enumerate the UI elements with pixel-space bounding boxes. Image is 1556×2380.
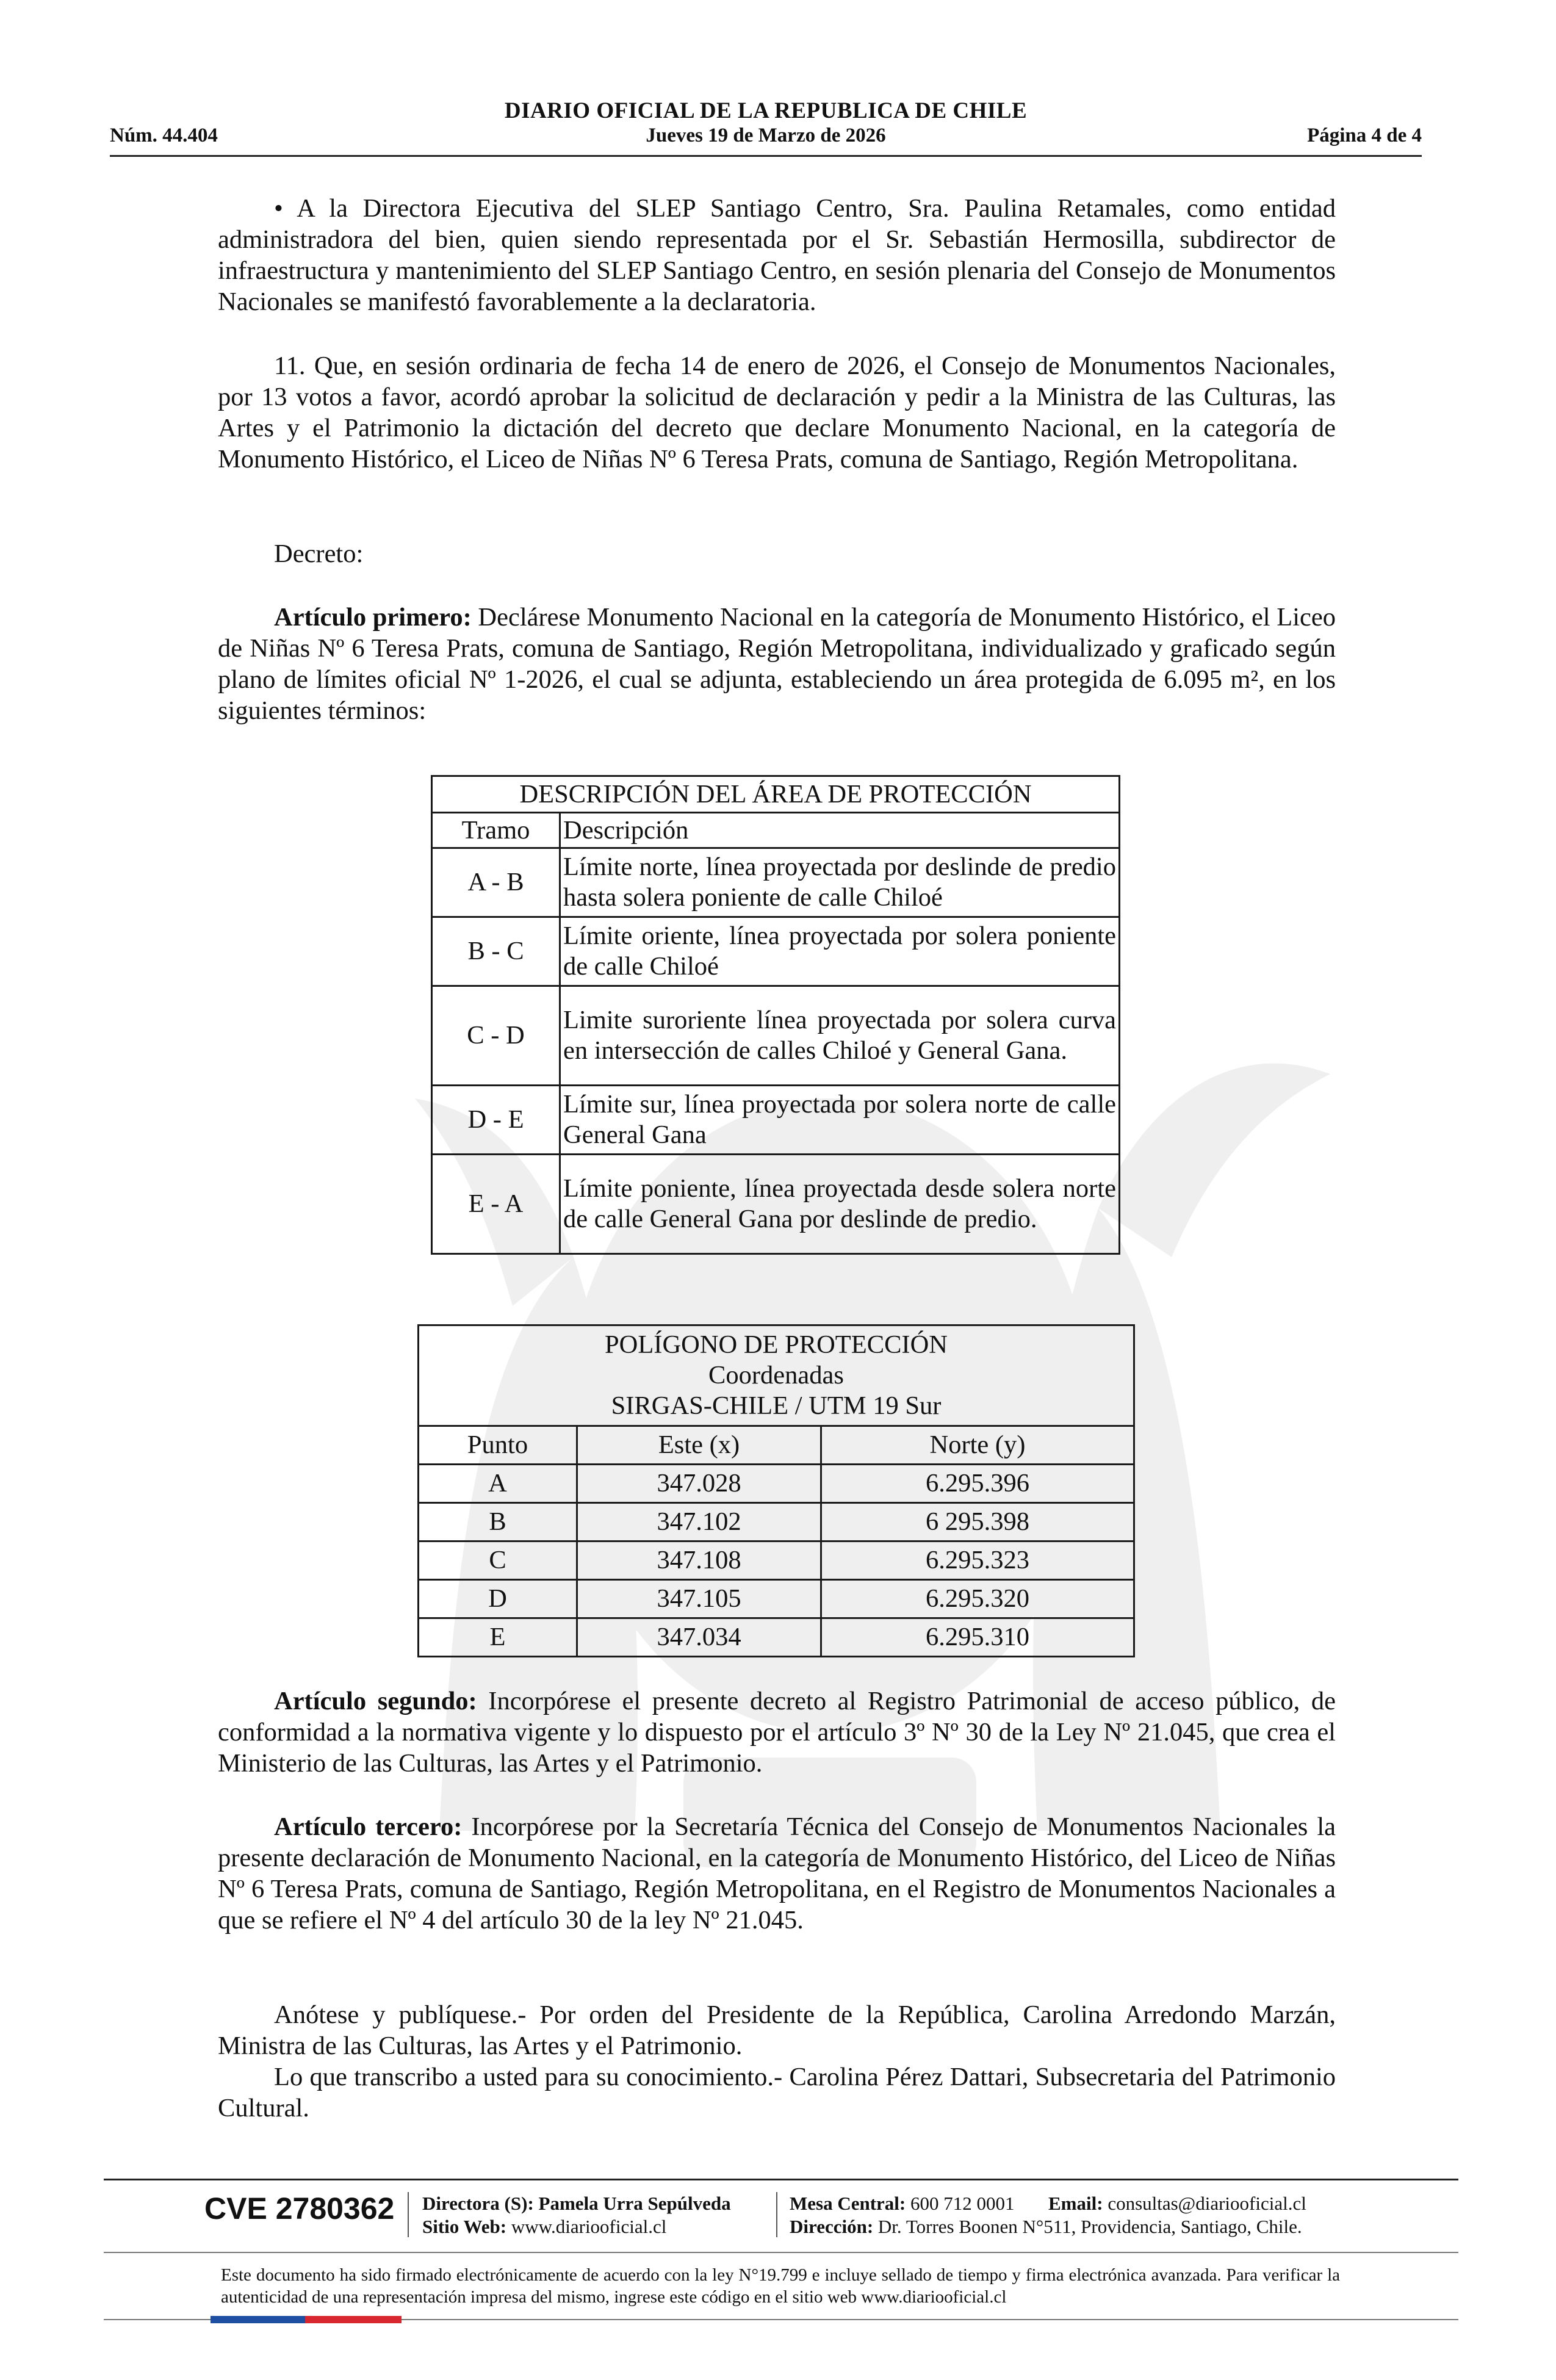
footer-contact-block (790, 2192, 1306, 2238)
bullet-paragraph: • A la Directora Ejecutiva del SLEP Santiago Centro, Sra. Paulina Retamales, como entidad administradora del bien, quien siendo representada por el Sr. Sebastián Hermosilla, subdirector de infraestructura y mantenimiento del SLEP Santiago Centro, en sesión plenaria del Consejo de Monumentos Nacionales se manifestó favorablemente a la declaratoria. (218, 194, 1336, 316)
issue-date: Jueves 19 de Marzo de 2026 (646, 124, 886, 146)
table1-title: DESCRIPCIÓN DEL ÁREA DE PROTECCIÓN (432, 776, 1120, 813)
gazette-title: DIARIO OFICIAL DE LA REPUBLICA DE CHILE (504, 98, 1028, 123)
table-row (419, 1465, 1134, 1503)
page-indicator: Página 4 de 4 (1307, 124, 1422, 146)
closing (218, 1999, 1336, 2124)
punto-cell: C (419, 1542, 577, 1580)
table-row (419, 1618, 1134, 1657)
table2-title-cell (419, 1325, 1134, 1426)
direccion-label: Dirección: (790, 2216, 874, 2237)
descripcion-cell: Limite suroriente línea proyectada por solera curva en intersección de calles Chiloé y General Gana. (560, 986, 1120, 1086)
norte-cell: 6.295.323 (821, 1542, 1134, 1580)
table-row (432, 848, 1120, 917)
table-row (432, 1155, 1120, 1254)
email-link[interactable]: consultas@diariooficial.cl (1103, 2193, 1306, 2214)
footer-divider (776, 2192, 777, 2237)
web-label: Sitio Web: (422, 2216, 507, 2237)
table1-header-tramo: Tramo (432, 813, 560, 848)
art3-text: Incorpórese por la Secretaría Técnica del Consejo de Monumentos Nacionales la presente declaración de Monumento Nacional, en la categoría de Monumento Histórico, del Liceo de Niñas Nº 6 Teresa Prats, comuna de Santiago, Región Metropolitana, en el Registro de Monumentos Nacionales a que se refiere el Nº 4 del artículo 30 de la ley Nº 21.045. (218, 1812, 1336, 1935)
table2-title: POLÍGONO DE PROTECCIÓN (605, 1330, 948, 1359)
footer-divider (408, 2192, 409, 2237)
tramo-cell: B - C (432, 917, 560, 986)
table-row (432, 917, 1120, 986)
table2-header-norte: Norte (y) (821, 1426, 1134, 1465)
table1-header-descripcion: Descripción (560, 813, 1120, 848)
director-label: Directora (S): Pamela Urra Sepúlveda (422, 2193, 731, 2214)
cve-code: CVE 2780362 (204, 2191, 395, 2226)
closing-order: Anótese y publíquese.- Por orden del Presidente de la República, Carolina Arredondo Marzán, Ministra de las Culturas, las Artes y el Patrimonio. (218, 2000, 1336, 2060)
punto-cell: E (419, 1618, 577, 1657)
footer-separator (104, 2252, 1458, 2253)
articulo-primero (218, 602, 1336, 726)
paragraph-bullet (218, 193, 1336, 317)
descripcion-cell: Límite norte, línea proyectada por deslinde de predio hasta solera poniente de calle Chiloé (560, 848, 1120, 917)
tramo-cell: C - D (432, 986, 560, 1086)
decreto-label: Decreto: (274, 539, 364, 568)
descripcion-cell: Límite sur, línea proyectada por solera norte de calle General Gana (560, 1086, 1120, 1155)
tramo-cell: E - A (432, 1155, 560, 1254)
este-cell: 347.034 (577, 1618, 821, 1657)
art1-label: Artículo primero: (274, 603, 472, 632)
descripcion-cell: Límite oriente, línea proyectada por solera poniente de calle Chiloé (560, 917, 1120, 986)
web-link[interactable]: www.diariooficial.cl (506, 2216, 667, 2237)
email-label: Email: (1048, 2193, 1103, 2214)
flag-stripe-red (305, 2316, 402, 2323)
este-cell: 347.028 (577, 1465, 821, 1503)
protection-area-table (431, 775, 1120, 1255)
table-row (419, 1503, 1134, 1542)
protection-polygon-table (417, 1324, 1135, 1657)
table2-header-este: Este (x) (577, 1426, 821, 1465)
footer-director-block (422, 2192, 731, 2238)
punto-cell: B (419, 1503, 577, 1542)
norte-cell: 6.295.320 (821, 1580, 1134, 1618)
table-row (432, 986, 1120, 1086)
art2-label: Artículo segundo: (274, 1687, 477, 1715)
footer-rule (104, 2179, 1458, 2180)
este-cell: 347.108 (577, 1542, 821, 1580)
tramo-cell: D - E (432, 1086, 560, 1155)
tramo-cell: A - B (432, 848, 560, 917)
page-header (110, 92, 1422, 159)
este-cell: 347.105 (577, 1580, 821, 1618)
art1-text: Declárese Monumento Nacional en la categoría de Monumento Histórico, el Liceo de Niñas Nº 6 Teresa Prats, comuna de Santiago, Región Metropolitana, individualizado y graficado según plano de límites oficial Nº 1-2026, el cual se adjunta, estableciendo un área protegida de 6.095 m², en los siguientes términos: (218, 603, 1336, 725)
mesa-phone: 600 712 0001 (906, 2193, 1015, 2214)
table2-subtitle: Coordenadas (708, 1361, 844, 1390)
descripcion-cell: Límite poniente, línea proyectada desde solera norte de calle General Gana por deslinde de predio. (560, 1155, 1120, 1254)
mesa-label: Mesa Central: (790, 2193, 906, 2214)
art2-text: Incorpórese el presente decreto al Registro Patrimonial de acceso público, de conformidad a la normativa vigente y lo dispuesto por el artículo 3º Nº 30 de la Ley Nº 21.045, que crea el Ministerio de las Culturas, las Artes y el Patrimonio. (218, 1687, 1336, 1778)
table2-datum: SIRGAS-CHILE / UTM 19 Sur (611, 1391, 942, 1420)
table-row (419, 1542, 1134, 1580)
header-rule (110, 155, 1422, 157)
flag-stripe-blue (211, 2316, 305, 2323)
punto-cell: D (419, 1580, 577, 1618)
articulo-segundo (218, 1686, 1336, 1779)
table-row (432, 1086, 1120, 1155)
signature-note: Este documento ha sido firmado electrónicamente de acuerdo con la ley N°19.799 e incluye sellado de tiempo y firma electrónica avanzada. Para verificar la autenticidad de una representación impresa del mismo, ingrese este código en el sitio web www.diariooficial.cl (221, 2265, 1340, 2307)
art3-label: Artículo tercero: (274, 1812, 463, 1841)
table-row (419, 1580, 1134, 1618)
direccion-value: Dr. Torres Boonen N°511, Providencia, Santiago, Chile. (873, 2216, 1302, 2237)
considerando-11: 11. Que, en sesión ordinaria de fecha 14 de enero de 2026, el Consejo de Monumentos Nacionales, por 13 votos a favor, acordó aprobar la solicitud de declaración y pedir a la Ministra de las Culturas, las Artes y el Patrimonio la dictación del decreto que declare Monumento Nacional, en la categoría de Monumento Histórico, el Liceo de Niñas Nº 6 Teresa Prats, comuna de Santiago, Región Metropolitana. (218, 352, 1336, 474)
norte-cell: 6.295.310 (821, 1618, 1134, 1657)
closing-transcription: Lo que transcribo a usted para su conocimiento.- Carolina Pérez Dattari, Subsecretaria del Patrimonio Cultural. (218, 2063, 1336, 2122)
norte-cell: 6 295.398 (821, 1503, 1134, 1542)
paragraph-11 (218, 350, 1336, 475)
decreto-heading (218, 538, 1336, 569)
table2-header-punto: Punto (419, 1426, 577, 1465)
articulo-tercero (218, 1811, 1336, 1936)
este-cell: 347.102 (577, 1503, 821, 1542)
norte-cell: 6.295.396 (821, 1465, 1134, 1503)
punto-cell: A (419, 1465, 577, 1503)
issue-number: Núm. 44.404 (110, 124, 218, 146)
